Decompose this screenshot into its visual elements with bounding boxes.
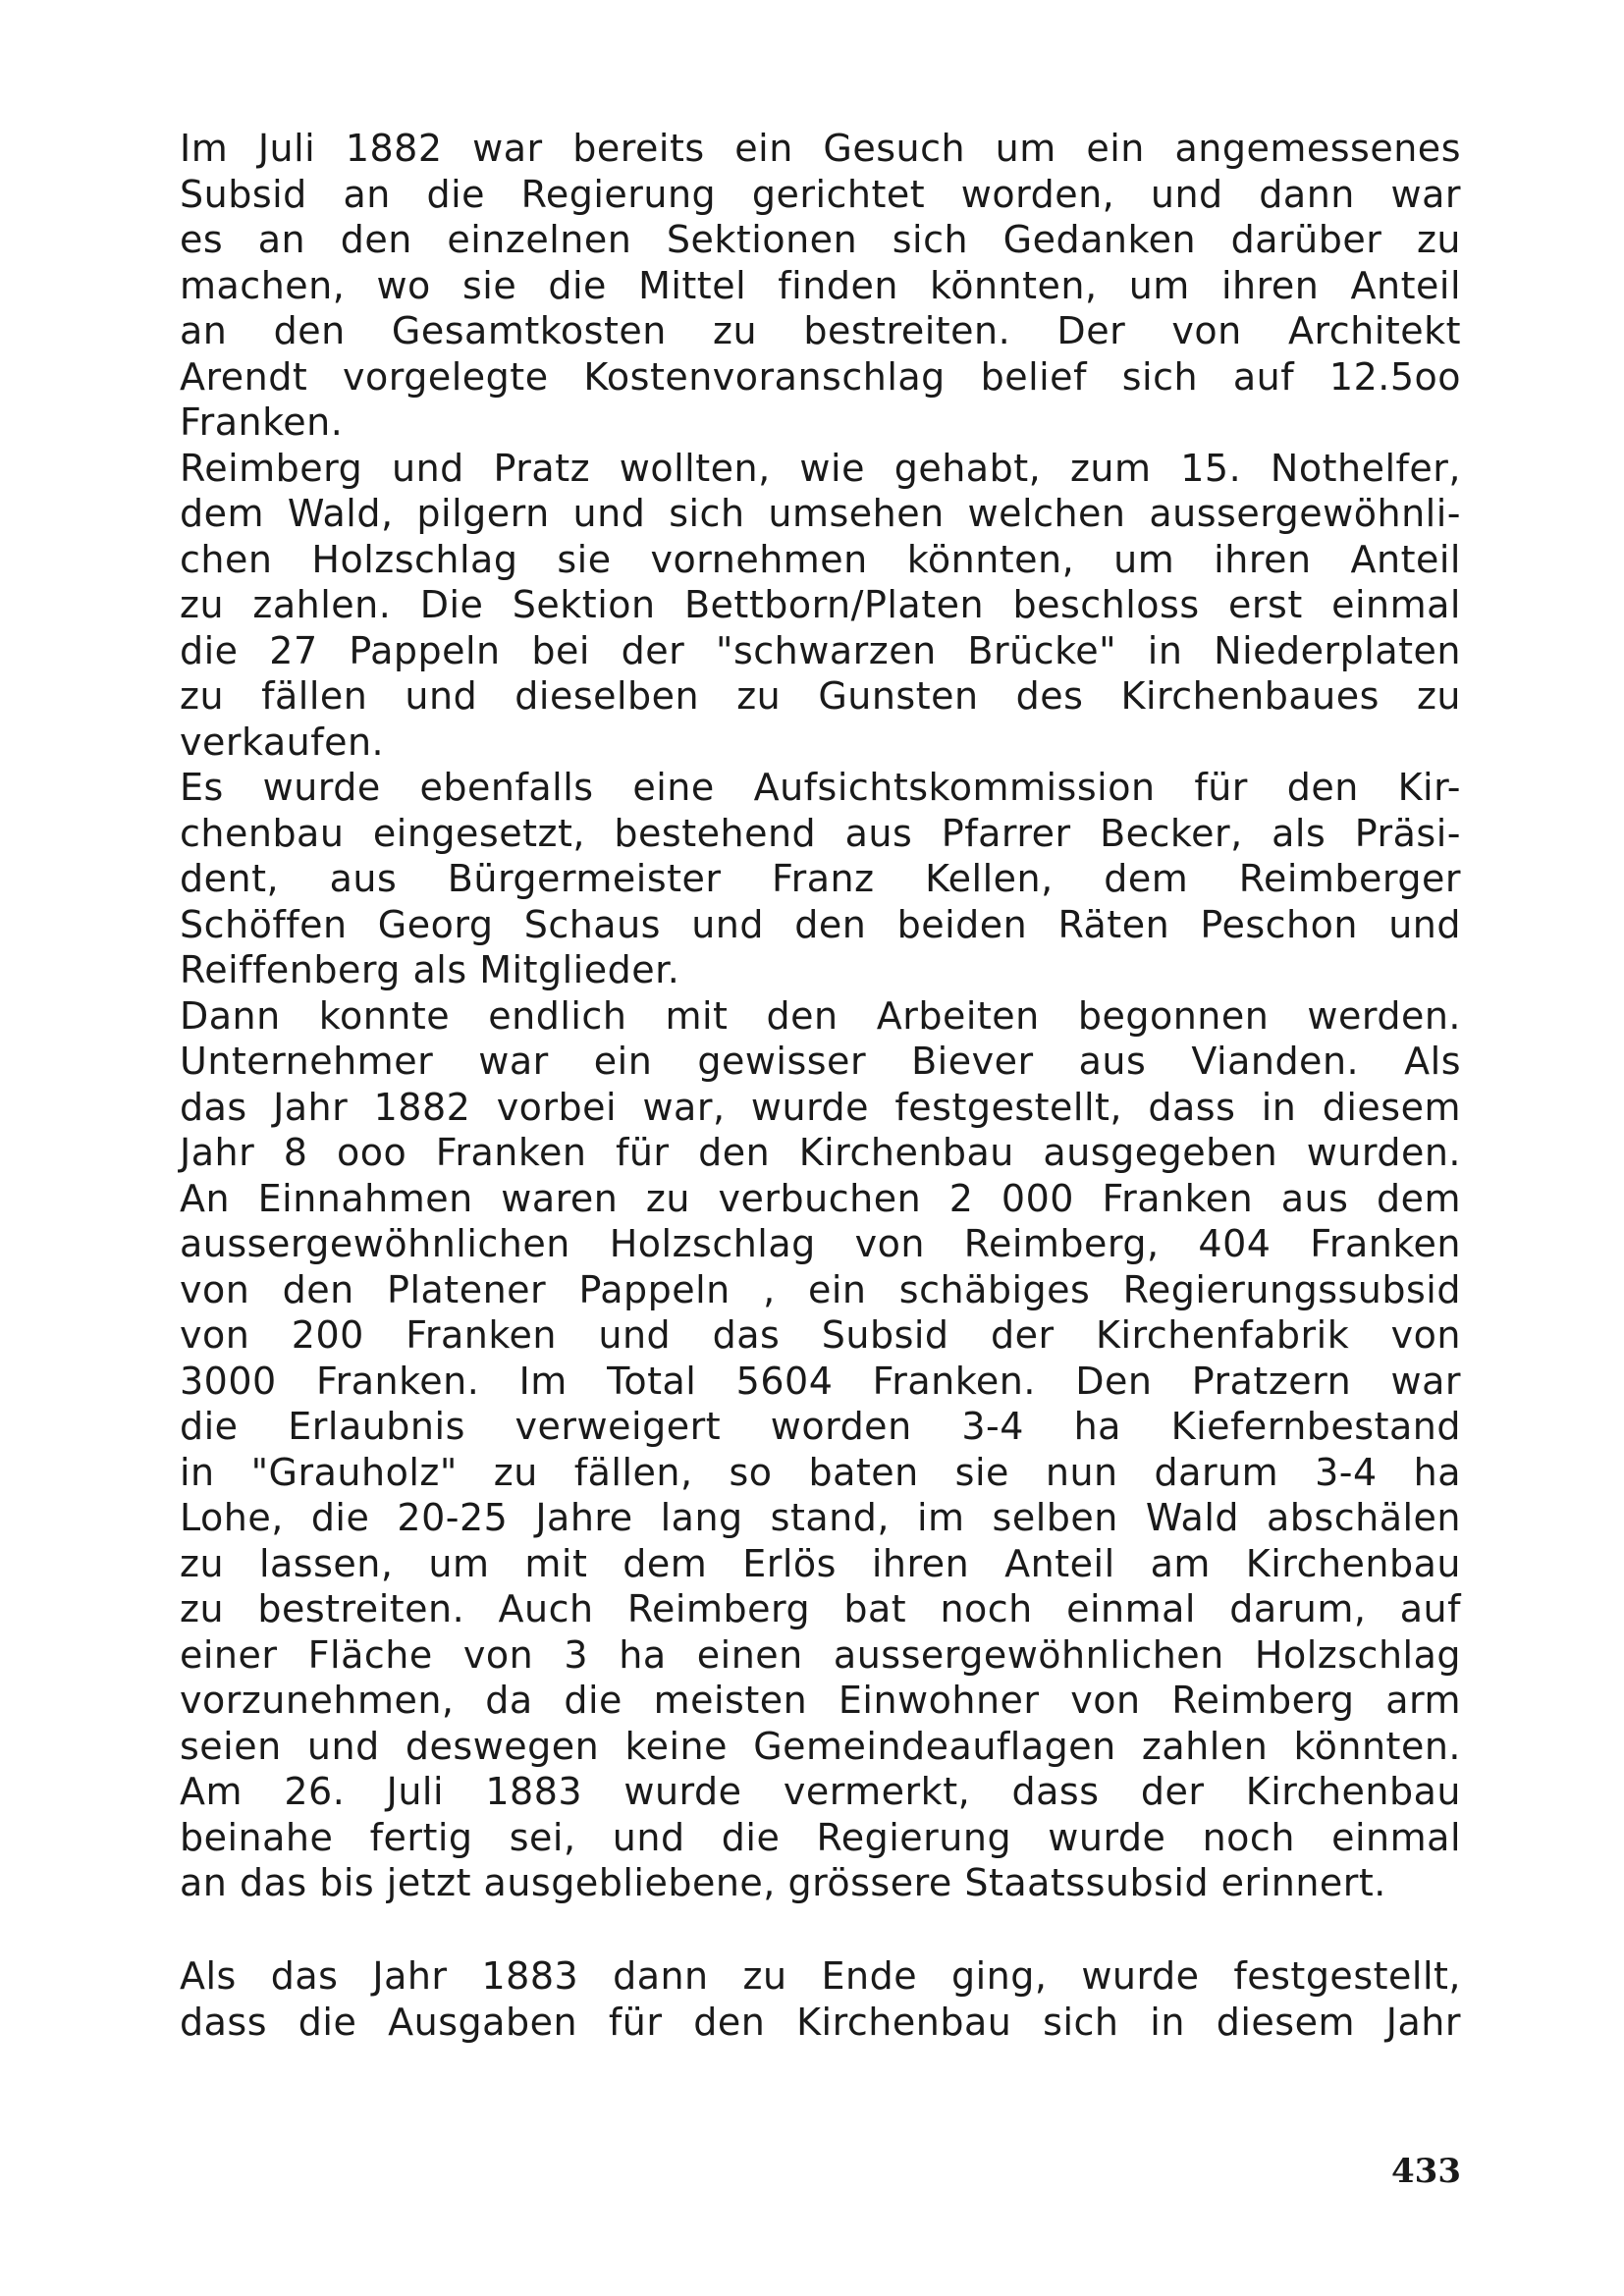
text-line: es an den einzelnen Sektionen sich Gedanken darüber zu bbox=[180, 218, 1461, 261]
text-line: verkaufen. bbox=[180, 720, 385, 764]
text-line: an den Gesamtkosten zu bestreiten. Der von Architekt bbox=[180, 309, 1461, 352]
text-line: aussergewöhnlichen Holzschlag von Reimberg, 404 Franken bbox=[180, 1222, 1461, 1265]
text-line: Jahr 8 ooo Franken für den Kirchenbau ausgegeben wurden. bbox=[180, 1131, 1461, 1174]
text-line: die 27 Pappeln bei der "schwarzen Brücke" in Niederplaten bbox=[180, 628, 1461, 672]
text-line: vorzunehmen, da die meisten Einwohner von Reimberg arm bbox=[180, 1679, 1461, 1722]
text-line: Franken. bbox=[180, 400, 344, 444]
text-line: beinahe fertig sei, und die Regierung wurde noch einmal bbox=[180, 1815, 1461, 1859]
text-line: zu bestreiten. Auch Reimberg bat noch einmal darum, auf bbox=[180, 1587, 1461, 1630]
text-line: Reimberg und Pratz wollten, wie gehabt, zum 15. Nothelfer, bbox=[180, 446, 1461, 490]
body-text bbox=[180, 126, 1461, 1906]
paragraph bbox=[180, 993, 1461, 1906]
paragraph bbox=[180, 446, 1461, 766]
page-number: 433 bbox=[1391, 2152, 1461, 2191]
text-line: Unternehmer war ein gewisser Biever aus Vianden. Als bbox=[180, 1040, 1461, 1083]
text-line: Schöffen Georg Schaus und den beiden Räten Peschon und bbox=[180, 902, 1461, 946]
text-line: An Einnahmen waren zu verbuchen 2 000 Franken aus dem bbox=[180, 1176, 1461, 1220]
text-line: zu fällen und dieselben zu Gunsten des Kirchenbaues zu bbox=[180, 674, 1461, 718]
text-line: Arendt vorgelegte Kostenvoranschlag belief sich auf 12.5oo bbox=[180, 354, 1461, 399]
text-line: Reiffenberg als Mitglieder. bbox=[180, 948, 680, 991]
text-line: dem Wald, pilgern und sich umsehen welchen aussergewöhnli- bbox=[180, 492, 1461, 535]
text-line: dent, aus Bürgermeister Franz Kellen, dem Reimberger bbox=[180, 857, 1461, 900]
text-line: von den Platener Pappeln , ein schäbiges Regierungssubsid bbox=[180, 1267, 1461, 1311]
text-line: Dann konnte endlich mit den Arbeiten begonnen werden. bbox=[180, 993, 1461, 1038]
text-line: zu zahlen. Die Sektion Bettborn/Platen beschloss erst einmal bbox=[180, 583, 1461, 626]
text-line: dass die Ausgaben für den Kirchenbau sich in diesem Jahr bbox=[180, 2000, 1461, 2044]
text-line: 3000 Franken. Im Total 5604 Franken. Den Pratzern war bbox=[180, 1359, 1461, 1403]
text-line: Als das Jahr 1883 dann zu Ende ging, wurde festgestellt, bbox=[180, 1954, 1461, 1998]
text-line: einer Fläche von 3 ha einen aussergewöhnlichen Holzschlag bbox=[180, 1632, 1461, 1677]
text-line: Im Juli 1882 war bereits ein Gesuch um ein angemessenes bbox=[180, 127, 1461, 170]
paragraph bbox=[180, 126, 1461, 446]
text-line: das Jahr 1882 vorbei war, wurde festgestellt, dass in diesem bbox=[180, 1085, 1461, 1129]
text-line: die Erlaubnis verweigert worden 3-4 ha Kiefernbestand bbox=[180, 1405, 1461, 1448]
text-line: zu lassen, um mit dem Erlös ihren Anteil am Kirchenbau bbox=[180, 1541, 1461, 1585]
text-line: in "Grauholz" zu fällen, so baten sie nun darum 3-4 ha bbox=[180, 1450, 1461, 1494]
text-line: machen, wo sie die Mittel finden könnten, um ihren Anteil bbox=[180, 263, 1461, 307]
text-line: chen Holzschlag sie vornehmen könnten, um ihren Anteil bbox=[180, 537, 1461, 581]
text-line: an das bis jetzt ausgebliebene, grössere Staatssubsid erinnert. bbox=[180, 1861, 1386, 1904]
text-line: von 200 Franken und das Subsid der Kirchenfabrik von bbox=[180, 1313, 1461, 1357]
text-line: Es wurde ebenfalls eine Aufsichtskommission für den Kir- bbox=[180, 766, 1461, 809]
text-line: seien und deswegen keine Gemeindeauflagen zahlen könnten. bbox=[180, 1724, 1461, 1768]
text-line: Lohe, die 20-25 Jahre lang stand, im selben Wald abschälen bbox=[180, 1496, 1461, 1539]
text-line: chenbau eingesetzt, bestehend aus Pfarrer Becker, als Präsi- bbox=[180, 811, 1461, 855]
text-line: Am 26. Juli 1883 wurde vermerkt, dass der Kirchenbau bbox=[180, 1770, 1461, 1813]
closing-paragraph bbox=[180, 1953, 1461, 2045]
paragraph bbox=[180, 1953, 1461, 2045]
text-line: Subsid an die Regierung gerichtet worden, und dann war bbox=[180, 172, 1461, 216]
paragraph bbox=[180, 765, 1461, 993]
